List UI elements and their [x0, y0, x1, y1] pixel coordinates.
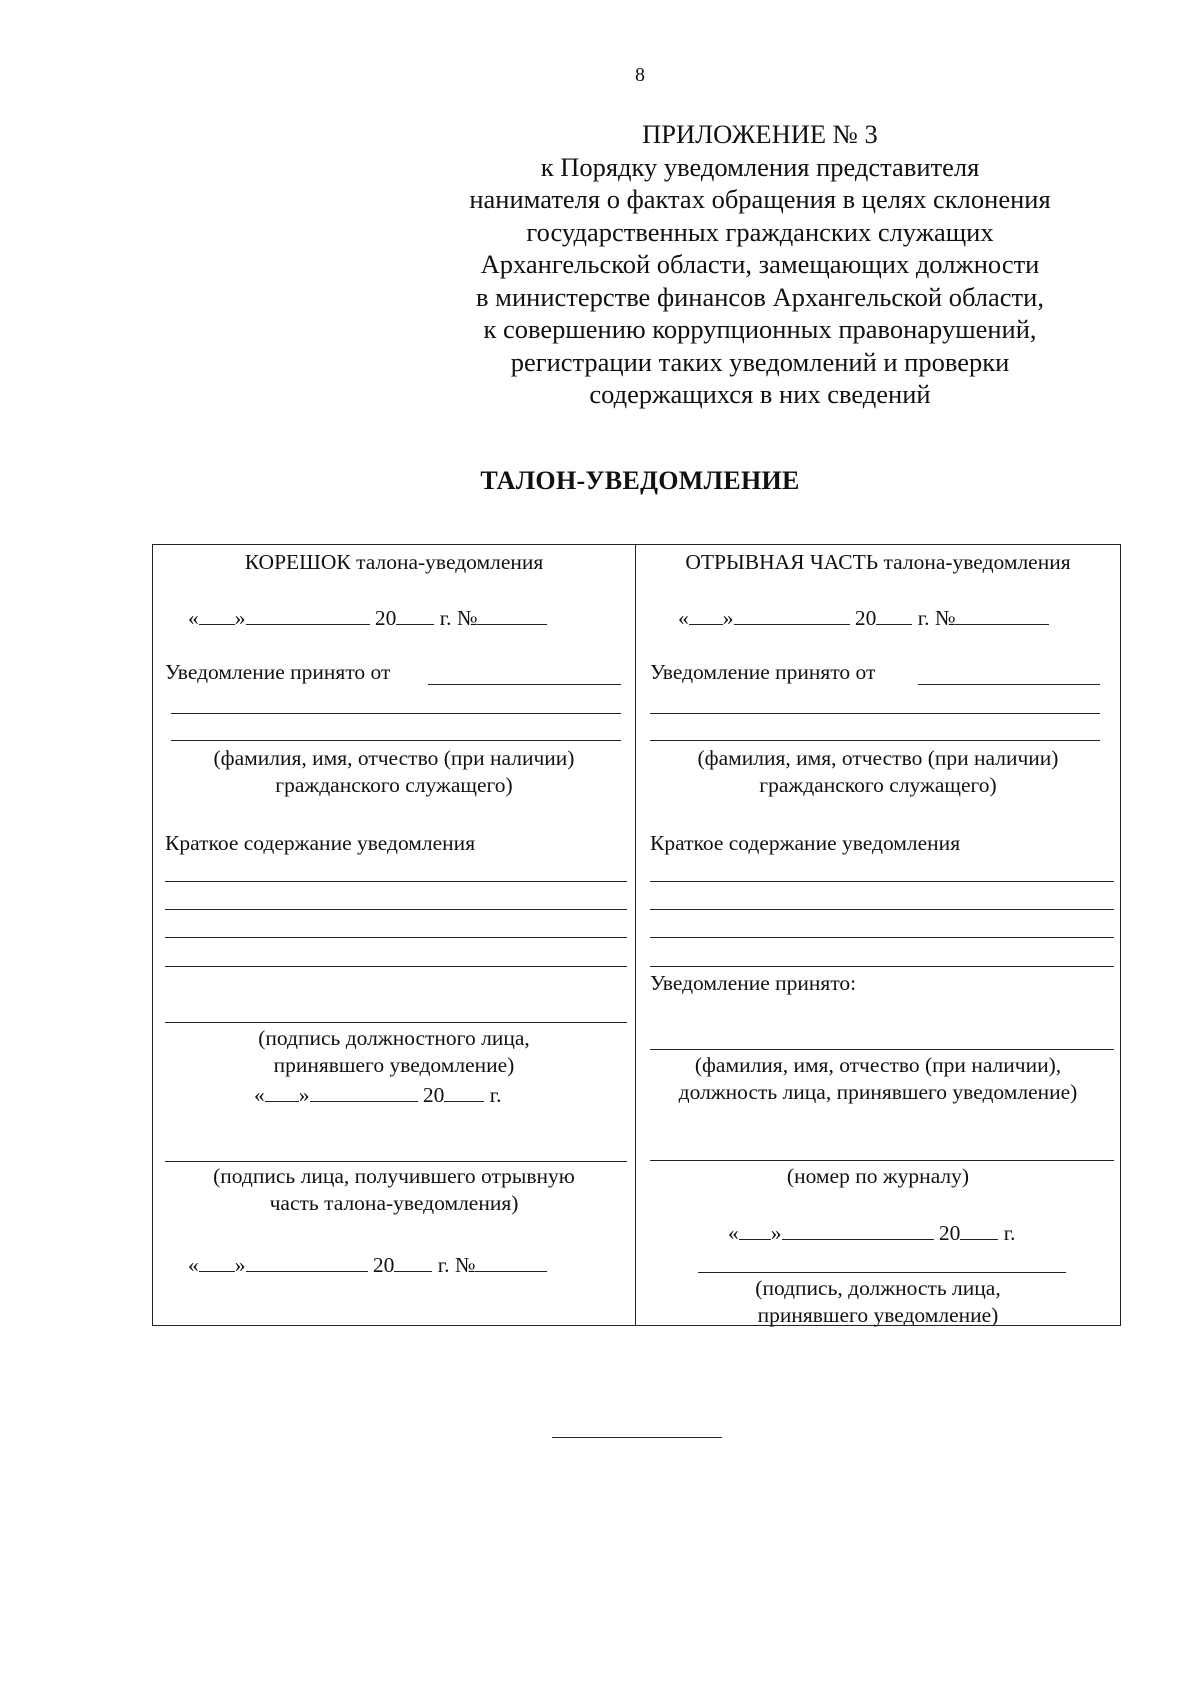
tearoff-sig-line — [698, 1272, 1066, 1273]
stub-header: КОРЕШОК талона-уведомления — [244, 550, 544, 574]
stub-fio-caption: гражданского служащего) — [275, 773, 513, 797]
stub-official-sig-caption: принявшего уведомление) — [273, 1053, 515, 1077]
stub-recipient-sig-line — [165, 1161, 627, 1162]
stub-summary-line — [165, 909, 627, 910]
tearoff-final-date-line: « » 20 г. — [728, 1221, 1016, 1245]
tearoff-header: ОТРЫВНАЯ ЧАСТЬ талона-уведомления — [685, 550, 1071, 574]
appendix-line: регистрации таких уведомлений и проверки — [510, 346, 1010, 377]
tearoff-accepted-caption: должность лица, принявшего уведомление) — [678, 1080, 1078, 1104]
tearoff-fill-line — [650, 713, 1100, 714]
stub-fill-line — [428, 684, 621, 685]
appendix-line: к совершению коррупционных правонарушений, — [483, 314, 1037, 344]
stub-official-sig-caption: (подпись должностного лица, — [258, 1026, 530, 1050]
tearoff-journal-line — [650, 1160, 1114, 1161]
tearoff-summary-line — [650, 909, 1114, 910]
tearoff-fio-caption: (фамилия, имя, отчество (при наличии) — [697, 746, 1059, 770]
stub-recipient-sig-caption: часть талона-уведомления) — [269, 1191, 519, 1215]
stub-summary-label: Краткое содержание уведомления — [165, 831, 476, 855]
tearoff-accepted-label: Уведомление принято: — [650, 971, 857, 995]
stub-recipient-sig-caption: (подпись лица, получившего отрывную — [213, 1164, 575, 1188]
stub-fill-line — [171, 713, 621, 714]
tearoff-accepted-line — [650, 1049, 1114, 1050]
stub-final-date-line: « » 20 г. № — [188, 1252, 547, 1279]
tearoff-fill-line — [650, 740, 1100, 741]
page-number: 8 — [635, 64, 645, 86]
stub-fill-line — [171, 740, 621, 741]
tearoff-fill-line — [918, 684, 1100, 685]
tearoff-received-from-label: Уведомление принято от — [650, 660, 876, 684]
tearoff-summary-line — [650, 937, 1114, 938]
tearoff-sig-caption: принявшего уведомление) — [757, 1303, 999, 1327]
tearoff-sig-caption: (подпись, должность лица, — [755, 1276, 1001, 1300]
stub-fio-caption: (фамилия, имя, отчество (при наличии) — [213, 746, 575, 770]
tearoff-summary-line — [650, 881, 1114, 882]
appendix-line: нанимателя о фактах обращения в целях склонения — [469, 184, 1051, 214]
appendix-line: в министерстве финансов Архангельской области, — [476, 281, 1044, 312]
stub-official-date: « » 20 г. — [254, 1083, 502, 1107]
appendix-line: государственных гражданских служащих — [526, 216, 994, 247]
appendix-block — [440, 118, 1080, 411]
tearoff-summary-label: Краткое содержание уведомления — [650, 831, 961, 855]
stub-summary-line — [165, 881, 627, 882]
tearoff-accepted-caption: (фамилия, имя, отчество (при наличии), — [694, 1053, 1062, 1077]
appendix-line: к Порядку уведомления представителя — [540, 151, 980, 182]
stub-date-line: « » 20 г. № — [188, 605, 547, 632]
appendix-title: ПРИЛОЖЕНИЕ № 3 — [642, 119, 878, 149]
appendix-line: Архангельской области, замещающих должности — [480, 249, 1040, 279]
stub-summary-line — [165, 966, 627, 967]
document-title: ТАЛОН-УВЕДОМЛЕНИЕ — [480, 466, 800, 495]
end-rule — [552, 1437, 722, 1438]
tearoff-summary-line — [650, 966, 1114, 967]
tearoff-fio-caption: гражданского служащего) — [759, 773, 997, 797]
stub-official-sig-line — [165, 1022, 627, 1023]
tearoff-journal-caption: (номер по журналу) — [786, 1164, 970, 1188]
appendix-line: содержащихся в них сведений — [589, 379, 931, 409]
column-divider — [635, 544, 636, 1326]
stub-received-from-label: Уведомление принято от — [165, 660, 391, 684]
tearoff-date-line: « » 20 г. № — [678, 605, 1049, 632]
stub-summary-line — [165, 937, 627, 938]
